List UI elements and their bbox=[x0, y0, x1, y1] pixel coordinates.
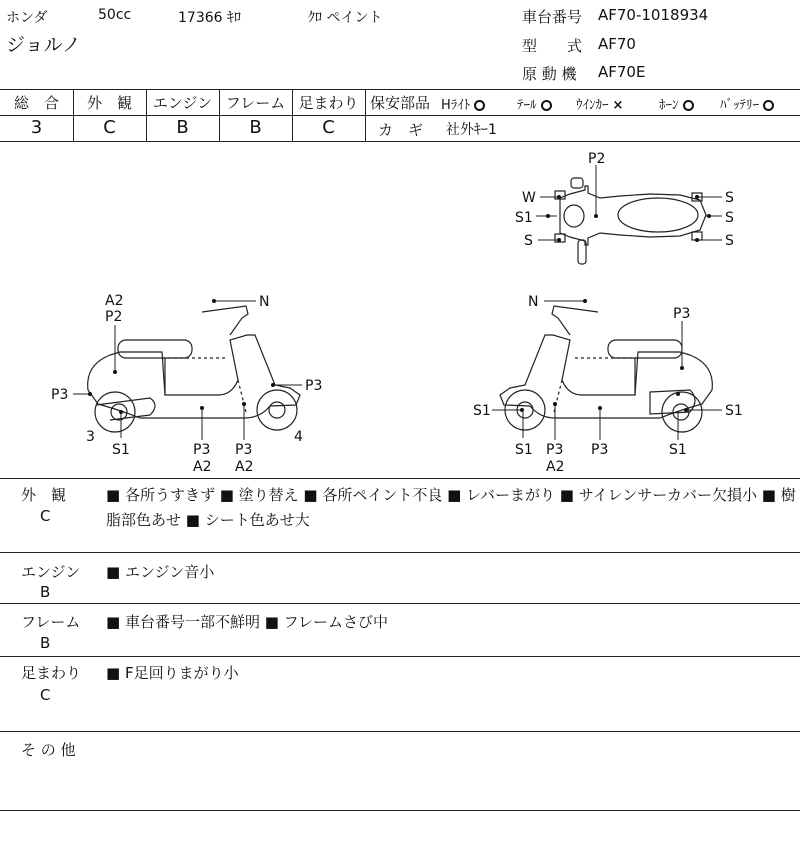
diagram-label: 3 bbox=[86, 429, 95, 445]
diagram-label: P3 bbox=[305, 378, 323, 394]
safety-item-battery bbox=[720, 94, 774, 113]
circle-mark-icon bbox=[763, 100, 774, 111]
safety-item-label: ｳｲﾝｶｰ bbox=[576, 98, 609, 113]
diagram-label: A2 bbox=[105, 293, 124, 309]
divider bbox=[0, 603, 800, 604]
key-value: 社外ｷｰ1 bbox=[446, 122, 497, 138]
diagram-label: S1 bbox=[725, 403, 743, 419]
remark-frame-text: ■ 車台番号一部不鮮明 ■ フレームさび中 bbox=[106, 613, 389, 631]
diagram-label: S bbox=[725, 190, 734, 206]
engine-value: AF70E bbox=[598, 63, 646, 81]
safety-item-label: ﾃｰﾙ bbox=[517, 98, 537, 113]
divider bbox=[0, 115, 365, 116]
remark-exterior-text: ■ 各所うすきず ■ 塗り替え ■ 各所ペイント不良 ■ レバーまがり ■ サイレンサーカバー欠損小 ■ 樹 bbox=[106, 486, 796, 504]
safety-item-label: ﾊﾞｯﾃﾘｰ bbox=[720, 98, 759, 113]
diagram-label: S1 bbox=[515, 210, 533, 226]
circle-mark-icon bbox=[474, 100, 485, 111]
diagram-label: P3 bbox=[673, 306, 691, 322]
remark-engine-label: エンジン bbox=[21, 563, 81, 581]
diagram-label: P2 bbox=[105, 309, 123, 325]
grade-suspension-label: 足まわり bbox=[298, 94, 359, 112]
grade-frame-value: B bbox=[249, 117, 262, 138]
displacement: 50cc bbox=[98, 7, 132, 23]
damage-diagram bbox=[0, 142, 800, 479]
engine-label: 原 動 機 bbox=[522, 65, 577, 83]
remark-suspension-grade: C bbox=[40, 686, 51, 704]
safety-item-headlight bbox=[441, 94, 485, 113]
chassis-number: AF70-1018934 bbox=[598, 6, 709, 24]
chassis-label: 車台番号 bbox=[522, 8, 583, 26]
divider bbox=[0, 731, 800, 732]
diagram-label: P2 bbox=[588, 151, 606, 167]
safety-item-horn bbox=[659, 94, 694, 113]
diagram-label: P3 bbox=[235, 442, 253, 458]
diagram-label: A2 bbox=[193, 459, 212, 475]
diagram-label: S1 bbox=[473, 403, 491, 419]
safety-item-label: Hﾗｲﾄ bbox=[441, 98, 471, 113]
divider bbox=[0, 89, 800, 90]
mileage: 17366 ｷﾛ bbox=[178, 10, 241, 26]
remark-engine-grade: B bbox=[40, 583, 51, 601]
diagram-label: P3 bbox=[546, 442, 564, 458]
grade-frame-label: フレーム bbox=[225, 94, 286, 112]
diagram-label: A2 bbox=[235, 459, 254, 475]
top-view-leaders bbox=[536, 165, 722, 240]
diagram-label: 4 bbox=[294, 429, 303, 445]
model-name: ジョルノ bbox=[6, 34, 81, 56]
circle-mark-icon bbox=[683, 100, 694, 111]
remark-suspension-label: 足まわり bbox=[21, 664, 82, 682]
top-view-scooter bbox=[555, 178, 706, 264]
remark-other-label: そ の 他 bbox=[21, 741, 76, 759]
grade-overall-value: 3 bbox=[30, 117, 43, 138]
grade-exterior-label: 外 観 bbox=[86, 94, 132, 112]
diagram-label: N bbox=[528, 294, 539, 310]
diagram-label: A2 bbox=[546, 459, 565, 475]
type-label: 型 式 bbox=[522, 37, 583, 55]
maker: ホンダ bbox=[6, 10, 48, 26]
safety-item-winker bbox=[576, 94, 623, 113]
diagram-label: S bbox=[524, 233, 533, 249]
grade-engine-label: エンジン bbox=[152, 94, 213, 112]
body-color: ｸﾛ ペイント bbox=[308, 10, 383, 26]
divider bbox=[0, 478, 800, 479]
remark-frame-label: フレーム bbox=[21, 613, 81, 631]
grade-overall-label: 総 合 bbox=[13, 94, 59, 112]
divider bbox=[0, 552, 800, 553]
grade-exterior-value: C bbox=[103, 117, 116, 138]
remark-engine-text: ■ エンジン音小 bbox=[106, 563, 215, 581]
type-value: AF70 bbox=[598, 35, 636, 53]
divider bbox=[365, 89, 366, 141]
diagram-label: P3 bbox=[51, 387, 69, 403]
safety-label: 保安部品 bbox=[370, 94, 431, 112]
divider bbox=[365, 115, 800, 116]
grade-suspension-value: C bbox=[322, 117, 335, 138]
diagram-label: W bbox=[522, 190, 536, 206]
diagram-label: N bbox=[259, 294, 270, 310]
remark-exterior-text-line2: 脂部色あせ ■ シート色あせ大 bbox=[106, 511, 310, 529]
key-label: カ ギ bbox=[378, 121, 424, 139]
divider bbox=[0, 810, 800, 811]
diagram-label: S bbox=[725, 210, 734, 226]
cross-mark-icon: × bbox=[612, 98, 624, 113]
remark-exterior-label: 外 観 bbox=[21, 486, 67, 504]
circle-mark-icon bbox=[541, 100, 552, 111]
safety-item-label: ﾎｰﾝ bbox=[659, 98, 679, 113]
diagram-label: P3 bbox=[193, 442, 211, 458]
grade-engine-value: B bbox=[176, 117, 189, 138]
remark-exterior-grade: C bbox=[40, 507, 51, 525]
remark-suspension-text: ■ F足回りまがり小 bbox=[106, 664, 239, 682]
safety-item-tail bbox=[517, 94, 552, 113]
diagram-label: S bbox=[725, 233, 734, 249]
diagram-label: P3 bbox=[591, 442, 609, 458]
divider bbox=[0, 656, 800, 657]
remark-frame-grade: B bbox=[40, 634, 51, 652]
diagram-label: S1 bbox=[669, 442, 687, 458]
diagram-label: S1 bbox=[112, 442, 130, 458]
diagram-label: S1 bbox=[515, 442, 533, 458]
